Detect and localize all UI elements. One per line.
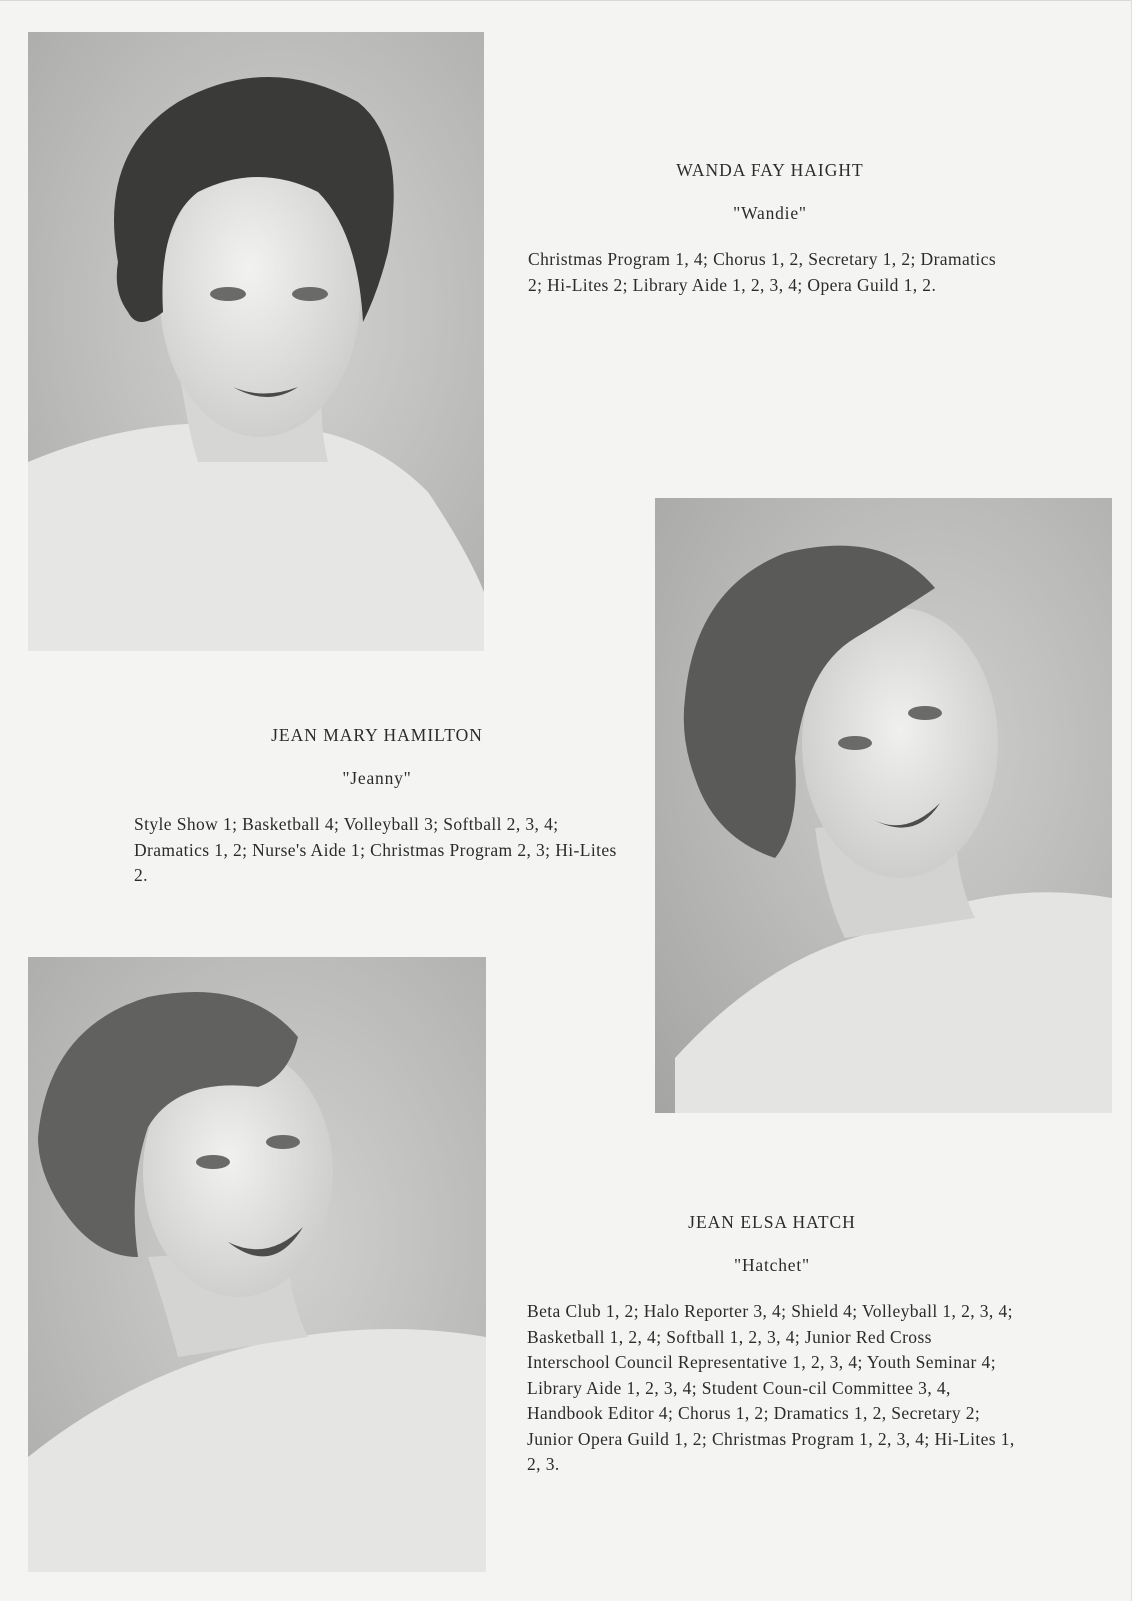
- student-nickname: "Hatchet": [734, 1254, 810, 1275]
- portrait-image: [655, 498, 1112, 1113]
- student-activities: Beta Club 1, 2; Halo Reporter 3, 4; Shield 4; Volleyball 1, 2, 3, 4; Basketball 1, 2, 4; Softball 1, 2, 3, 4; Junior Red Cross Interschool Council Representative 1, 2, 3, 4; Youth Seminar 4; Library Aide 1, 2, 3, 4; Student Coun-cil Committee 3, 4, Handbook Editor 4; Chorus 1, 2; Dramatics 1, 2, Secretary 2; Junior Opera Guild 1, 2; Christmas Program 1, 2, 3, 4; Hi-Lites 1, 2, 3.: [527, 1301, 1015, 1474]
- student-bio-jean-mary: [134, 723, 620, 889]
- portrait-image: [28, 32, 484, 651]
- portrait-photo-wanda: [28, 32, 484, 651]
- portrait-image: [28, 957, 486, 1572]
- student-bio-jean-elsa: [527, 1210, 1017, 1478]
- student-nickname: "Wandie": [733, 202, 807, 223]
- student-name: JEAN ELSA HATCH: [688, 1212, 856, 1232]
- student-name: WANDA FAY HAIGHT: [676, 160, 864, 180]
- portrait-photo-jean-mary: [655, 498, 1112, 1113]
- student-bio-wanda: [528, 158, 1012, 298]
- student-nickname: "Jeanny": [342, 767, 412, 788]
- student-name: JEAN MARY HAMILTON: [271, 725, 483, 745]
- student-activities: Style Show 1; Basketball 4; Volleyball 3; Softball 2, 3, 4; Dramatics 1, 2; Nurse's Aide 1; Christmas Program 2, 3; Hi-Lites 2.: [134, 814, 617, 885]
- student-activities: Christmas Program 1, 4; Chorus 1, 2, Secretary 1, 2; Dramatics 2; Hi-Lites 2; Library Aide 1, 2, 3, 4; Opera Guild 1, 2.: [528, 249, 997, 295]
- portrait-photo-jean-elsa: [28, 957, 486, 1572]
